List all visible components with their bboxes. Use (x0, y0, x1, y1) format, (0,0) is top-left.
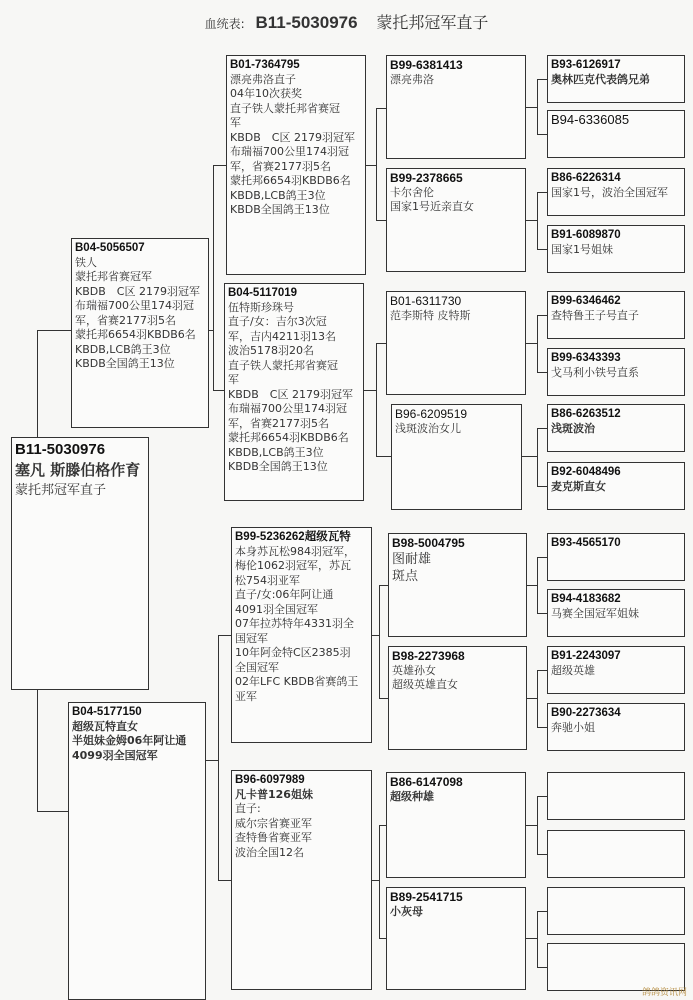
connector (37, 811, 68, 812)
gen3-line: 英雄孙女 (392, 663, 436, 677)
ss-line: KBDB,LCB鸽王3位 (230, 188, 326, 202)
sd-line: 布瑞福700公里174羽冠 (228, 402, 347, 415)
gen3-line: 漂亮弗洛 (390, 72, 434, 86)
gen4-line: 麦克斯直女 (551, 479, 606, 493)
connector (379, 825, 380, 938)
connector (537, 428, 538, 486)
sire-line: KBDB全国鸽王13位 (75, 357, 175, 370)
dd-line: 波治全国12名 (235, 845, 304, 859)
sd-line: 伍特斯珍珠号 (228, 300, 294, 314)
gen4-box-14[interactable] (547, 830, 685, 878)
connector (537, 670, 538, 727)
dd-line: 凡卡普126姐妹 (235, 787, 313, 801)
gen3-box-1[interactable] (386, 55, 526, 159)
gen3-line: 卡尔舍伦 (390, 185, 434, 199)
gen3-ring: B99-6381413 (390, 58, 463, 72)
gen4-box-1[interactable] (547, 55, 685, 103)
gen4-box-4[interactable] (547, 225, 685, 273)
connector (526, 938, 537, 939)
gen4-box-16[interactable] (547, 943, 685, 991)
dam-box[interactable] (68, 702, 206, 1000)
gen3-box-3[interactable] (386, 291, 526, 395)
sd-line: 直子/女：吉尔3次冠 (228, 315, 327, 328)
connector (37, 330, 38, 437)
connector (537, 79, 538, 134)
ds-line: 本身苏瓦松984羽冠军， (235, 544, 355, 558)
connector (526, 825, 537, 826)
connector (376, 343, 377, 456)
gen4-ring: B86-6263512 (551, 408, 621, 420)
connector (526, 220, 537, 221)
gen3-box-6[interactable] (388, 646, 527, 750)
gen4-ring: B92-6048496 (551, 466, 621, 478)
connector (537, 192, 547, 193)
gen3-ring: B99-2378665 (390, 171, 463, 185)
gen4-box-11[interactable] (547, 646, 685, 694)
dd-line: 查特鲁省赛亚军 (235, 831, 312, 844)
connector (537, 557, 547, 558)
dd-line: 直子: (235, 802, 261, 815)
connector (537, 249, 547, 250)
gen4-ring: B93-6126917 (551, 59, 621, 71)
ds-line: 4091羽全国冠军 (235, 602, 318, 616)
gen3-line: 超级英雄直女 (392, 678, 458, 691)
ss-line: 军，省赛2177羽5名 (230, 159, 331, 173)
connector (364, 390, 376, 391)
gen3-box-4[interactable] (391, 404, 522, 510)
connector (522, 456, 537, 457)
gen4-ring: B99-6346462 (551, 295, 621, 307)
sire-ring: B04-5056507 (75, 242, 145, 254)
pedigree-title (0, 10, 693, 33)
gen4-line: 查特鲁王子号直子 (551, 308, 639, 322)
subject-box[interactable] (11, 437, 149, 690)
gen3-box-2[interactable] (386, 168, 526, 272)
gen3-line: 图耐雄 (392, 551, 432, 567)
connector (218, 635, 219, 880)
gen4-box-2[interactable] (547, 110, 685, 158)
gen4-box-8[interactable] (547, 462, 685, 510)
sire-line: KBDB,LCB鸽王3位 (75, 342, 171, 356)
gen3-ring: B96-6209519 (395, 407, 468, 421)
ds-line: 02年LFC KBDB省赛鸽王 (235, 675, 359, 688)
sd-line: 直子铁人蒙托邦省赛冠 (228, 358, 338, 372)
sd-line: 蒙托邦6654羽KBDB6名 (228, 431, 349, 444)
connector (376, 220, 386, 221)
sd-line: 军，吉内4211羽13名 (228, 329, 336, 343)
connector (213, 165, 214, 390)
gen4-ring: B94-4183682 (551, 593, 621, 605)
gen4-box-6[interactable] (547, 348, 685, 396)
ds-line: 直子/女:06年阿让通 (235, 588, 334, 601)
connector (537, 315, 547, 316)
connector (379, 825, 386, 826)
gen3-box-7[interactable] (386, 772, 526, 878)
gen4-line: 马赛全国冠军姐妹 (551, 606, 639, 620)
gen4-box-9[interactable] (547, 533, 685, 581)
sd-line: KBDB C区 2179羽冠军 (228, 387, 353, 401)
sire-line: KBDB C区 2179羽冠军 (75, 284, 200, 298)
gen3-line: 小灰母 (390, 904, 423, 918)
gen3-box-8[interactable] (386, 887, 526, 990)
sire-line: 布瑞福700公里174羽冠 (75, 299, 194, 312)
gen4-ring: B99-6343393 (551, 352, 621, 364)
connector (372, 635, 379, 636)
gen4-ring: B93-4565170 (551, 537, 621, 549)
ss-line: 蒙托邦6654羽KBDB6名 (230, 174, 351, 187)
gen4-line: 奔驰小姐 (551, 720, 595, 734)
ss-line: KBDB全国鸽王13位 (230, 203, 330, 216)
connector (537, 854, 547, 855)
sd-line: KBDB全国鸽王13位 (228, 460, 328, 473)
ds-line: 国冠军 (235, 631, 268, 645)
gen4-line: 国家1号姐妹 (551, 242, 613, 256)
dd-line: 威尔宗省赛亚军 (235, 816, 312, 830)
connector (537, 134, 547, 135)
connector (537, 486, 547, 487)
sd-line: 军，省赛2177羽5名 (228, 416, 329, 430)
sire-line: 铁人 (75, 255, 97, 269)
ss-line: 军 (230, 116, 241, 129)
connector (376, 108, 377, 220)
ds-line: 07年拉苏特年4331羽全 (235, 617, 354, 630)
ss-line: KBDB C区 2179羽冠军 (230, 130, 355, 144)
title-ring-number: B11-5030976 (255, 13, 358, 32)
ss-line: 直子铁人蒙托邦省赛冠 (230, 101, 340, 115)
ds-line: 亚军 (235, 689, 257, 703)
ss-line: 漂亮弗洛直子 (230, 72, 296, 86)
gen4-box-7[interactable] (547, 404, 685, 452)
connector (218, 635, 231, 636)
ds-line: 松754羽亚军 (235, 573, 300, 587)
watermark: 鸽鸽资讯网 (641, 988, 687, 998)
sire-line: 蒙托邦省赛冠军 (75, 270, 152, 283)
sd-line: 波治5178羽20名 (228, 344, 314, 357)
gen4-ring: B91-2243097 (551, 650, 621, 662)
gen4-line: 超级英雄 (551, 663, 595, 677)
gen4-line: 戈马利小铁号直系 (551, 365, 639, 379)
connector (372, 880, 379, 881)
gen4-ring: B94-6336085 (551, 112, 630, 127)
ss-ring: B01-7364795 (230, 59, 300, 71)
connector (376, 456, 391, 457)
title-label: 血统表: (204, 17, 245, 31)
ss-line: 04年10次获奖 (230, 87, 302, 100)
sire-dam-box[interactable] (224, 283, 364, 501)
sire-sire-box[interactable] (226, 55, 366, 275)
gen4-box-13[interactable] (547, 772, 685, 820)
ds-ring: B99-5236262超级瓦特 (235, 531, 351, 543)
connector (537, 192, 538, 249)
connector (379, 938, 386, 939)
gen3-box-5[interactable] (388, 533, 527, 637)
gen4-line: 浅斑波治 (551, 421, 595, 435)
gen4-box-15[interactable] (547, 887, 685, 935)
connector (527, 585, 537, 586)
sire-line: 军，省赛2177羽5名 (75, 313, 176, 327)
gen3-ring: B98-2273968 (392, 649, 465, 663)
gen3-ring: B89-2541715 (390, 890, 463, 904)
connector (537, 79, 547, 80)
connector (537, 428, 547, 429)
ds-line: 梅伦1062羽冠军，苏瓦 (235, 559, 351, 572)
connector (537, 796, 538, 854)
connector (209, 330, 213, 331)
subject-desc: 蒙托邦冠军直子 (15, 483, 107, 498)
connector (537, 967, 547, 968)
sd-ring: B04-5117019 (228, 287, 298, 299)
gen4-box-12[interactable] (547, 703, 685, 751)
connector (37, 330, 71, 331)
connector (526, 343, 537, 344)
gen3-ring: B98-5004795 (392, 536, 465, 550)
dam-line: 半姐妹金姆06年阿让通 (72, 734, 187, 747)
sd-line: KBDB,LCB鸽王3位 (228, 445, 324, 459)
connector (37, 690, 38, 811)
gen4-box-5[interactable] (547, 291, 685, 339)
dam-line: 超级瓦特直女 (72, 719, 138, 733)
connector (537, 727, 547, 728)
gen4-line: 国家1号，波治全国冠军 (551, 185, 668, 199)
gen3-line: 国家1号近亲直女 (390, 200, 474, 213)
gen4-ring: B91-6089870 (551, 229, 621, 241)
connector (376, 343, 386, 344)
sd-line: 军 (228, 373, 239, 386)
gen4-box-10[interactable] (547, 589, 685, 637)
gen4-ring: B86-6226314 (551, 172, 621, 184)
sire-line: 蒙托邦6654羽KBDB6名 (75, 328, 196, 341)
connector (537, 670, 547, 671)
gen3-line: 范李斯特 皮特斯 (390, 308, 471, 322)
subject-ring: B11-5030976 (15, 441, 106, 458)
connector (366, 165, 376, 166)
connector (218, 880, 231, 881)
gen4-line: 奥林匹克代表鸽兄弟 (551, 72, 650, 86)
connector (537, 315, 538, 372)
connector (537, 557, 538, 613)
dam-sire-box[interactable] (231, 527, 372, 743)
connector (379, 585, 380, 698)
connector (537, 372, 547, 373)
dam-dam-box[interactable] (231, 770, 372, 990)
gen3-line: 浅斑波治女儿 (395, 421, 461, 435)
dam-ring: B04-5177150 (72, 706, 142, 718)
subject-name: 塞凡 斯滕伯格作育 (15, 461, 141, 479)
connector (379, 585, 388, 586)
connector (526, 107, 537, 108)
connector (537, 613, 547, 614)
gen4-box-3[interactable] (547, 168, 685, 216)
connector (537, 911, 547, 912)
gen3-line: 超级种雄 (390, 789, 434, 803)
connector (537, 796, 547, 797)
gen3-line: 斑点 (392, 568, 419, 584)
connector (206, 760, 218, 761)
dam-line: 4099羽全国冠军 (72, 748, 158, 762)
connector (527, 698, 537, 699)
gen3-ring: B01-6311730 (390, 294, 462, 308)
connector (213, 165, 226, 166)
connector (537, 911, 538, 967)
connector (376, 108, 386, 109)
sire-box[interactable] (71, 238, 209, 428)
dd-ring: B96-6097989 (235, 774, 305, 786)
ds-line: 全国冠军 (235, 660, 279, 674)
ds-line: 10年阿金特C区2385羽 (235, 646, 351, 659)
ss-line: 布瑞福700公里174羽冠 (230, 145, 349, 158)
title-text: 蒙托邦冠军直子 (376, 13, 489, 32)
connector (213, 390, 224, 391)
gen4-ring: B90-2273634 (551, 707, 621, 719)
connector (379, 698, 388, 699)
gen3-ring: B86-6147098 (390, 775, 463, 789)
